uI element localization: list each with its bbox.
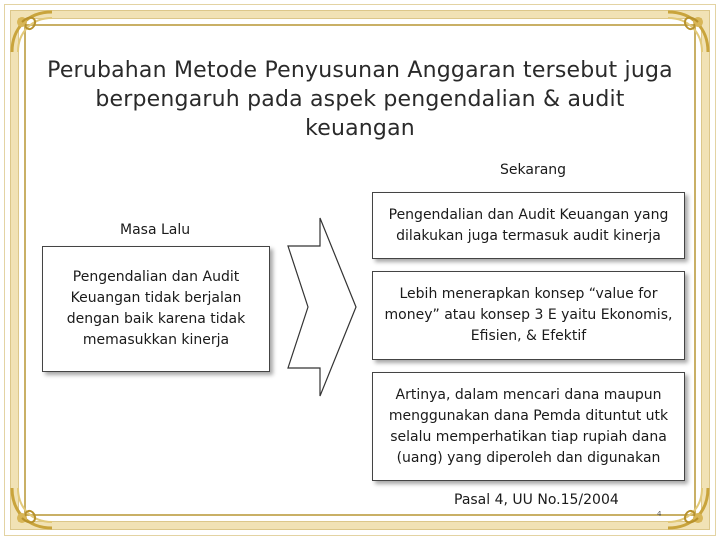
page-number: 4: [657, 510, 662, 518]
past-box: Pengendalian dan Audit Keuangan tidak berjalan dengan baik karena tidak memasukkan kinerja: [42, 246, 270, 372]
present-label: Sekarang: [500, 162, 567, 178]
slide-title: Perubahan Metode Penyusunan Anggaran tersebut juga berpengaruh pada aspek pengendalian & audit keuangan: [47, 58, 673, 141]
corner-ornament-icon: [664, 484, 712, 532]
present-box-2: Lebih menerapkan konsep “value for money” atau konsep 3 E yaitu Ekonomis, Efisien, & Efektif: [372, 271, 685, 360]
past-label: Masa Lalu: [120, 222, 191, 238]
corner-ornament-icon: [8, 484, 56, 532]
corner-ornament-icon: [664, 8, 712, 56]
source-citation: Pasal 4, UU No.15/2004: [454, 492, 619, 508]
corner-ornament-icon: [8, 8, 56, 56]
right-arrow-icon: [286, 218, 358, 396]
present-box-1: Pengendalian dan Audit Keuangan yang dilakukan juga termasuk audit kinerja: [372, 192, 685, 259]
present-box-3: Artinya, dalam mencari dana maupun menggunakan dana Pemda dituntut utk selalu memperhatikan tiap rupiah dana (uang) yang diperoleh dan digunakan: [372, 372, 685, 481]
